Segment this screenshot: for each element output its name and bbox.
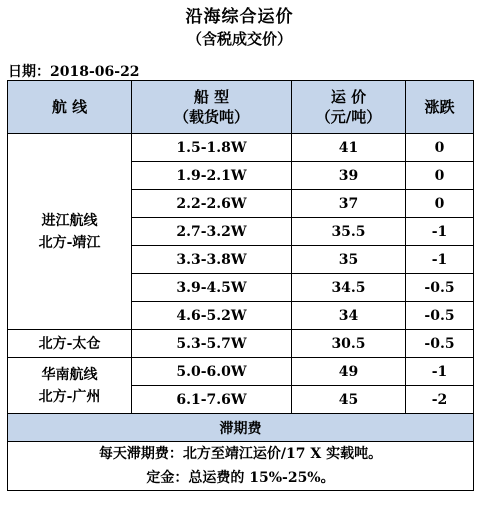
route-cell-south-china: 华南航线 北方-广州: [8, 358, 132, 414]
demurrage-header-row: [8, 414, 474, 442]
vessel-cell: 5.3-5.7W: [132, 330, 292, 358]
change-cell: -1: [406, 218, 474, 246]
demurrage-note-row: [8, 442, 474, 491]
demurrage-notes: [8, 442, 474, 491]
rate-cell: 34: [292, 302, 406, 330]
change-cell: -2: [406, 386, 474, 414]
change-cell: -0.5: [406, 330, 474, 358]
page-title: 沿海综合运价: [185, 7, 294, 27]
header-change: 涨跌: [406, 81, 474, 134]
rate-cell: 34.5: [292, 274, 406, 302]
table-row: [8, 330, 474, 358]
rate-cell: 49: [292, 358, 406, 386]
vessel-cell: 3.9-4.5W: [132, 274, 292, 302]
vessel-cell: 2.7-3.2W: [132, 218, 292, 246]
rate-cell: 30.5: [292, 330, 406, 358]
page-subtitle: （含税成交价）: [186, 30, 292, 48]
table-row: [8, 358, 474, 386]
change-cell: -1: [406, 358, 474, 386]
vessel-cell: 4.6-5.2W: [132, 302, 292, 330]
rate-cell: 35: [292, 246, 406, 274]
change-cell: 0: [406, 134, 474, 162]
demurrage-fee-note: 每天滞期费：北方至靖江运价/17 X 实载吨。: [98, 446, 383, 462]
change-cell: -0.5: [406, 274, 474, 302]
vessel-cell: 5.0-6.0W: [132, 358, 292, 386]
rate-cell: 35.5: [292, 218, 406, 246]
rate-cell: 45: [292, 386, 406, 414]
rate-cell: 39: [292, 162, 406, 190]
change-cell: -1: [406, 246, 474, 274]
table-header-row: [8, 81, 474, 134]
date-label: 日期：2018-06-22: [8, 64, 140, 80]
change-cell: 0: [406, 190, 474, 218]
vessel-cell: 2.2-2.6W: [132, 190, 292, 218]
header-rate: 运 价 （元/吨）: [292, 81, 406, 134]
route-cell-yangtze: 进江航线 北方-靖江: [8, 134, 132, 330]
route-cell-taicang: 北方-太仓: [8, 330, 132, 358]
rate-cell: 41: [292, 134, 406, 162]
table-row: [8, 134, 474, 162]
header-vessel: 船 型 （载货吨）: [132, 81, 292, 134]
demurrage-title: 滞期费: [8, 414, 474, 442]
freight-rate-table: [7, 80, 474, 491]
vessel-cell: 1.5-1.8W: [132, 134, 292, 162]
rate-cell: 37: [292, 190, 406, 218]
change-cell: 0: [406, 162, 474, 190]
vessel-cell: 3.3-3.8W: [132, 246, 292, 274]
vessel-cell: 6.1-7.6W: [132, 386, 292, 414]
vessel-cell: 1.9-2.1W: [132, 162, 292, 190]
header-route: 航 线: [8, 81, 132, 134]
change-cell: -0.5: [406, 302, 474, 330]
deposit-note: 定金：总运费的 15%-25%。: [146, 470, 335, 486]
